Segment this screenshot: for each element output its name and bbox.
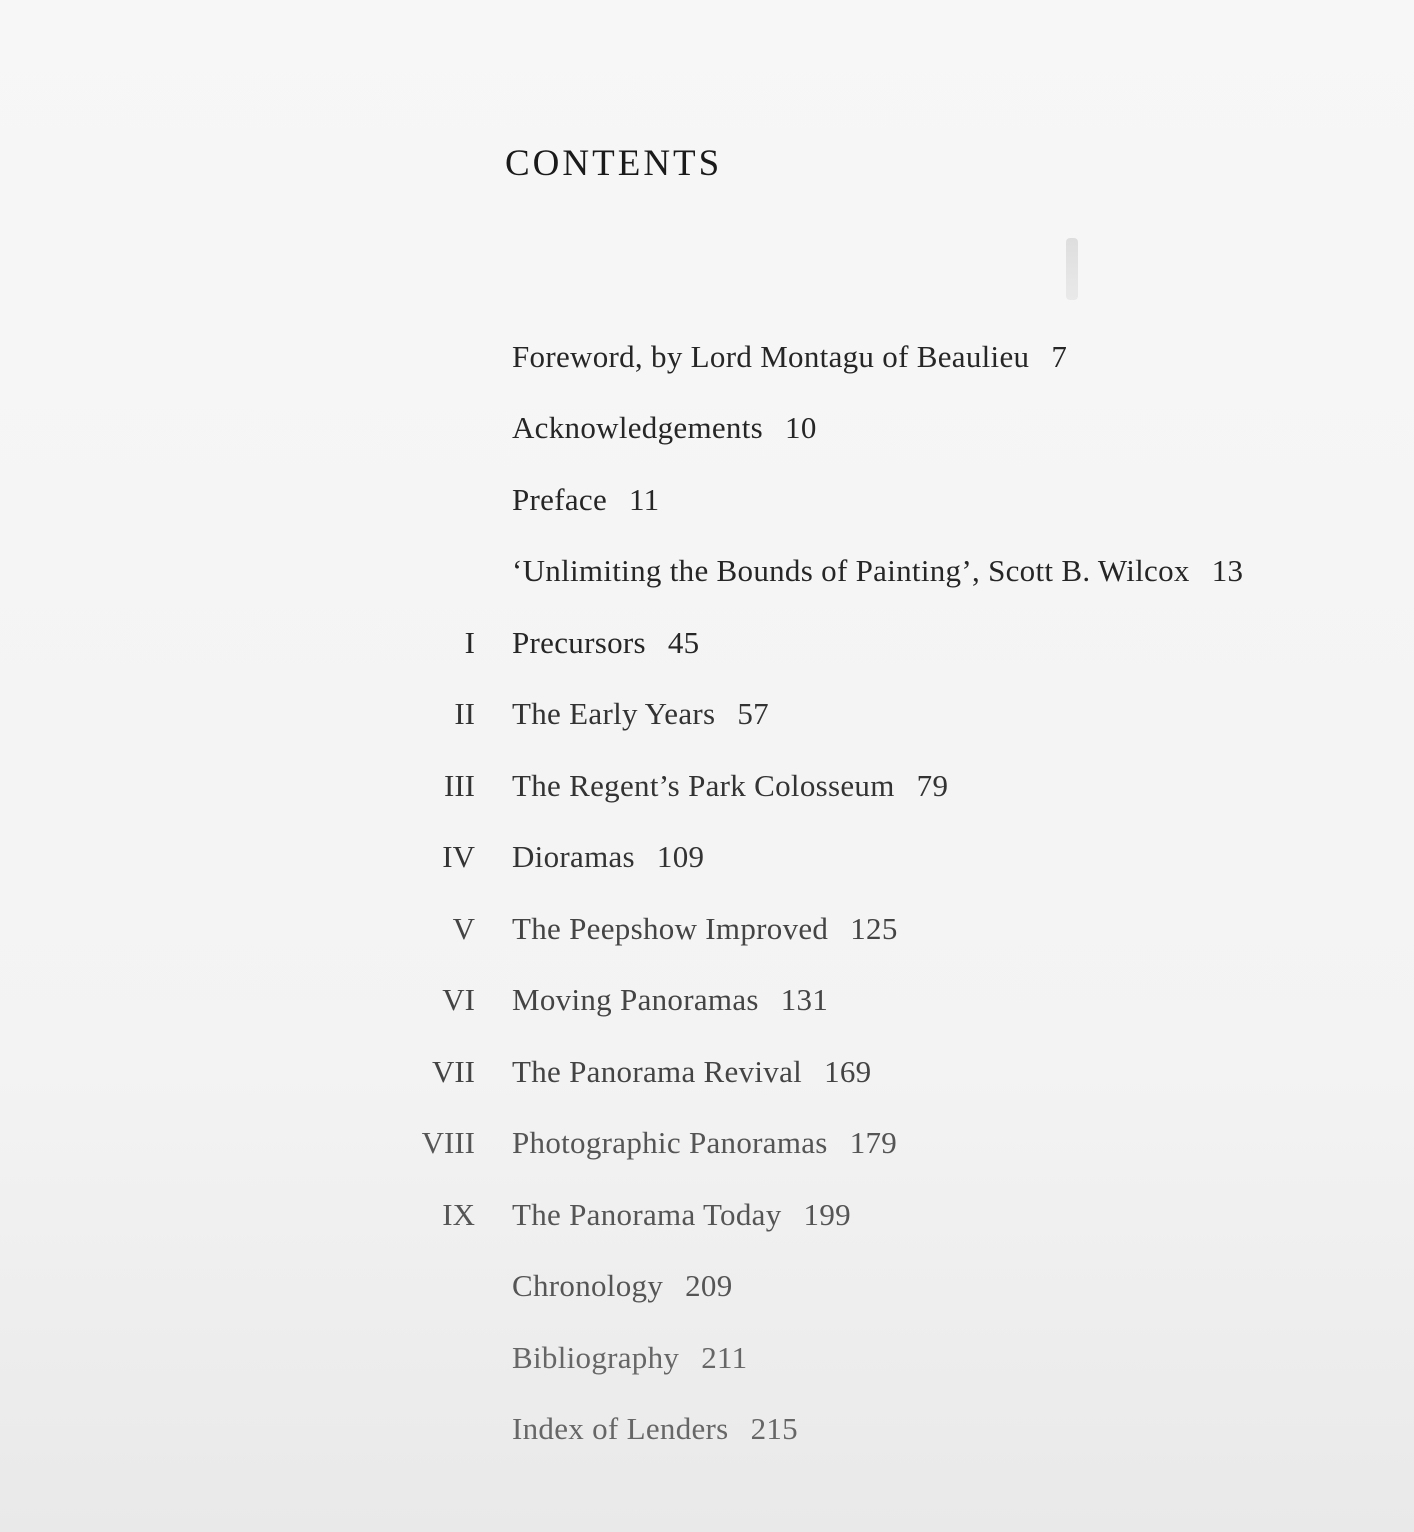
- entry-title: Precursors: [512, 625, 646, 660]
- entry-title-line: [512, 1264, 733, 1308]
- chapter-number: III: [444, 768, 475, 803]
- toc-entry: [0, 406, 1414, 450]
- entry-title-line: [512, 835, 704, 879]
- page-number: 13: [1211, 553, 1244, 588]
- chapter-number: II: [454, 696, 475, 731]
- chapter-number: V: [452, 911, 475, 946]
- toc-entry: [0, 764, 1414, 808]
- entry-title-line: [512, 1336, 747, 1380]
- entry-title: ‘Unlimiting the Bounds of Painting’, Scott B. Wilcox: [512, 553, 1190, 588]
- toc-entry: [0, 478, 1414, 522]
- page-number: 45: [667, 625, 700, 660]
- entry-title: Bibliography: [512, 1340, 680, 1375]
- entry-title: Acknowledgements: [512, 410, 764, 445]
- entry-title: Chronology: [512, 1268, 664, 1303]
- page-number: 211: [701, 1340, 748, 1375]
- entry-title-line: [512, 1407, 798, 1451]
- toc-entry: [0, 1193, 1414, 1237]
- toc-entry: [0, 549, 1414, 593]
- toc-entry: [0, 835, 1414, 879]
- page-number: 10: [785, 410, 817, 445]
- entry-title-line: [512, 978, 828, 1022]
- entry-title-line: [512, 406, 817, 450]
- entry-title-line: [512, 335, 1067, 379]
- entry-title-line: [512, 1050, 871, 1094]
- chapter-number: IV: [442, 839, 475, 874]
- toc-entry: [0, 907, 1414, 951]
- entry-title-line: [512, 1121, 897, 1165]
- page-title: CONTENTS: [505, 143, 723, 184]
- entry-title-line: [512, 692, 769, 736]
- toc-entry: [0, 692, 1414, 736]
- entry-title: Preface: [512, 482, 608, 517]
- entry-title-line: [512, 1193, 851, 1237]
- toc-entry: [0, 978, 1414, 1022]
- page-number: 215: [750, 1411, 798, 1446]
- page-number: 79: [916, 768, 949, 803]
- entry-title-line: [512, 478, 659, 522]
- page-number: 11: [629, 482, 660, 517]
- entry-title: Dioramas: [512, 839, 635, 874]
- chapter-number: VII: [431, 1054, 475, 1089]
- toc-entry: [0, 1121, 1414, 1165]
- entry-title: Photographic Panoramas: [512, 1125, 828, 1160]
- page-number: 209: [685, 1268, 733, 1303]
- chapter-number: IX: [442, 1197, 475, 1232]
- page-number: 199: [803, 1197, 851, 1232]
- chapter-number: VIII: [421, 1125, 475, 1160]
- page-number: 169: [824, 1054, 872, 1089]
- page-number: 109: [656, 839, 705, 874]
- page-number: 7: [1051, 339, 1068, 374]
- page-number: 125: [850, 911, 898, 946]
- toc-entry: [0, 1050, 1414, 1094]
- entry-title-line: [512, 907, 898, 951]
- entry-title: Foreword, by Lord Montagu of Beaulieu: [512, 339, 1030, 374]
- page-number: 57: [737, 696, 769, 731]
- toc-entry: [0, 1264, 1414, 1308]
- toc-entry: [0, 1336, 1414, 1380]
- page-number: 179: [849, 1125, 898, 1160]
- entry-title: The Panorama Today: [512, 1197, 782, 1232]
- page-number: 131: [780, 982, 829, 1017]
- chapter-number: VI: [442, 982, 475, 1017]
- entry-title-line: [512, 549, 1243, 593]
- toc-entry: [0, 1407, 1414, 1451]
- entry-title: The Peepshow Improved: [512, 911, 829, 946]
- entry-title-line: [512, 621, 699, 665]
- chapter-number: I: [464, 625, 475, 660]
- toc-entry: [0, 335, 1414, 379]
- entry-title-line: [512, 764, 948, 808]
- entry-title: The Panorama Revival: [512, 1054, 803, 1089]
- entry-title: Index of Lenders: [512, 1411, 729, 1446]
- entry-title: The Early Years: [512, 696, 716, 731]
- toc-entry: [0, 621, 1414, 665]
- entry-title: Moving Panoramas: [512, 982, 759, 1017]
- entry-title: The Regent’s Park Colosseum: [512, 768, 895, 803]
